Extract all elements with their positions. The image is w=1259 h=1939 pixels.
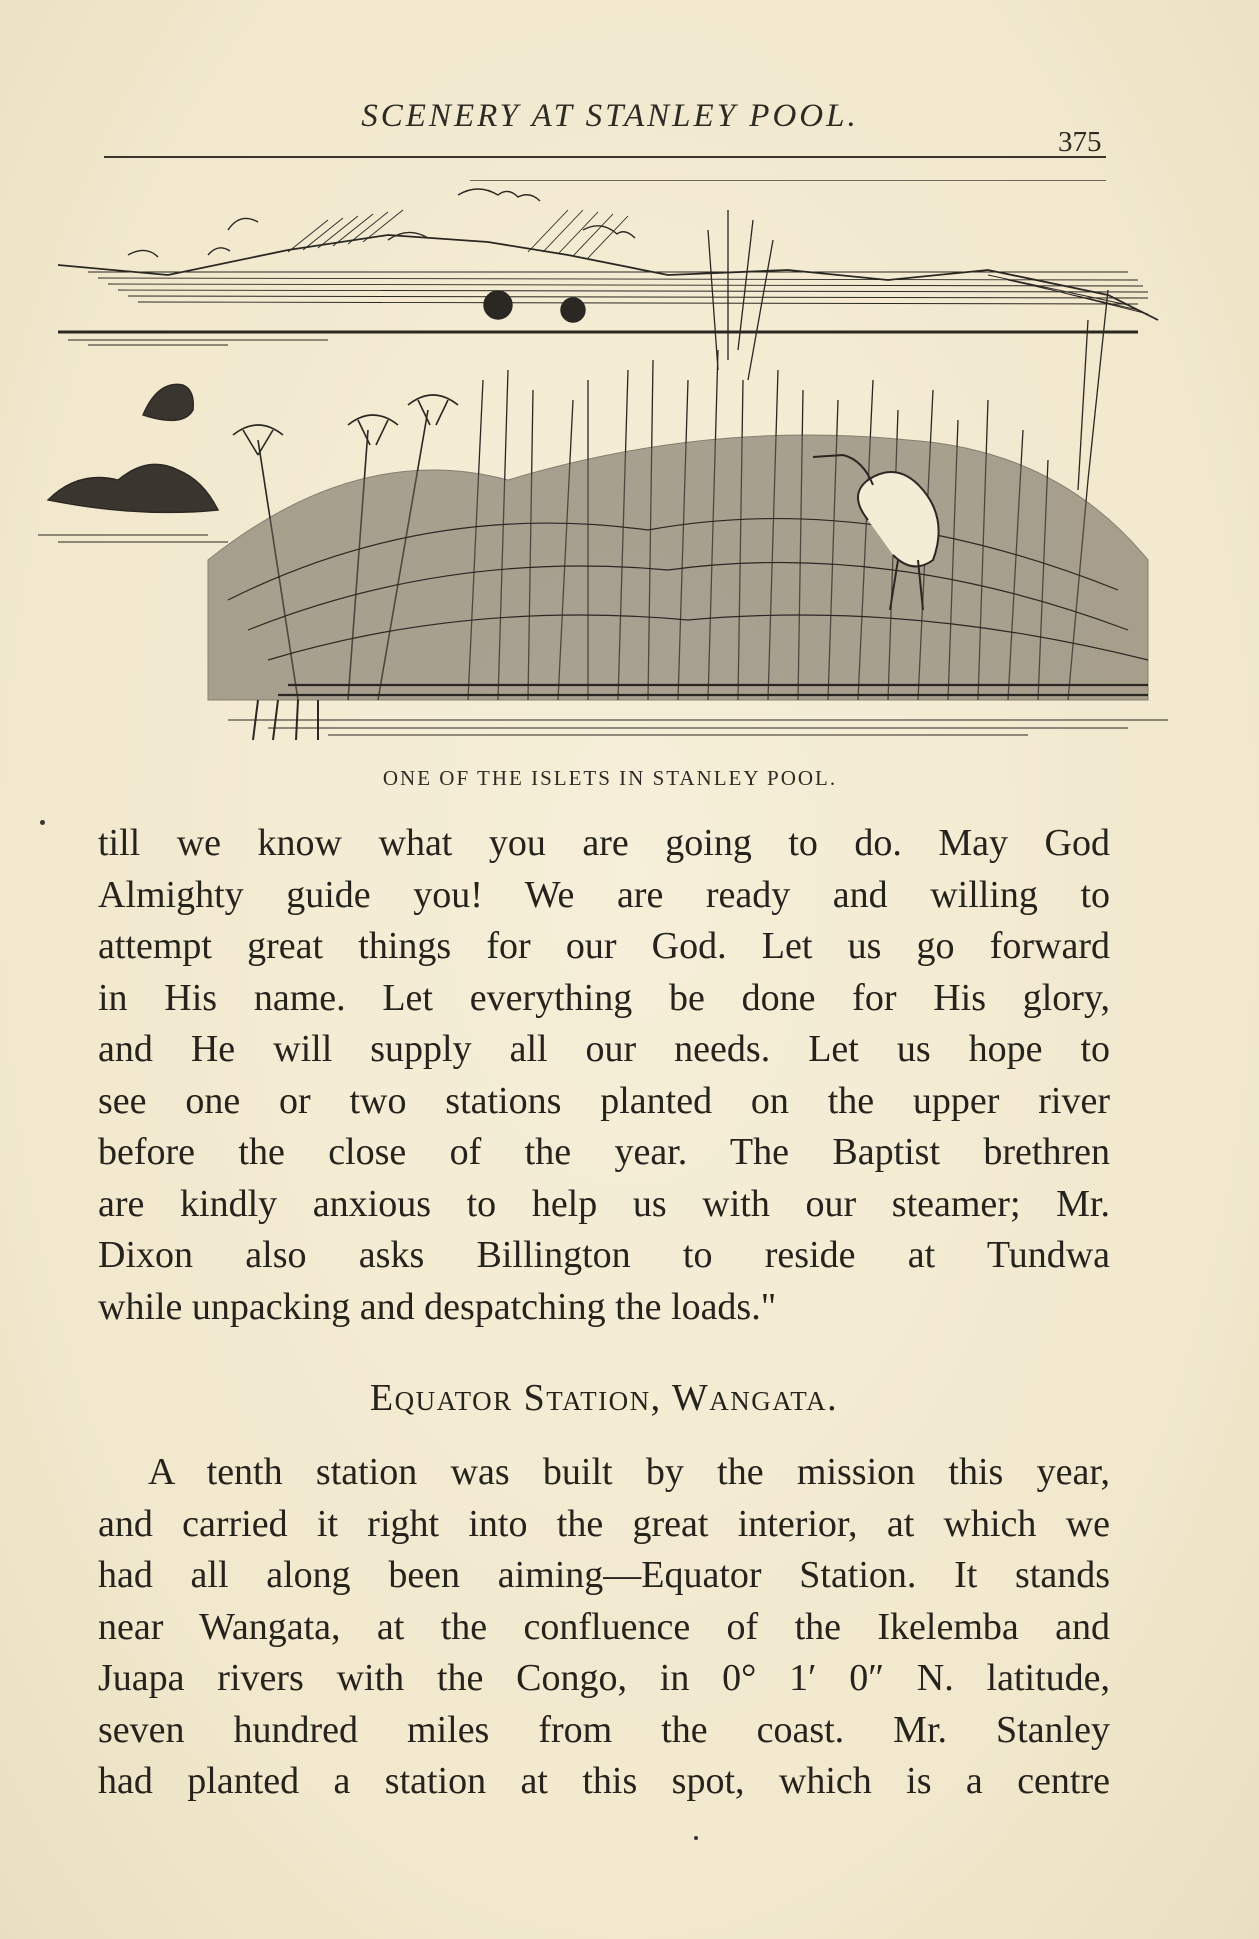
- running-head: SCENERY AT STANLEY POOL.: [361, 98, 859, 134]
- text-line: attempt great things for our God. Let us go forward: [98, 925, 1110, 967]
- text-line: and He will supply all our needs. Let us hope to: [98, 1028, 1110, 1070]
- paragraph-continued: [98, 818, 1110, 1333]
- text-line: A tenth station was built by the mission this year,: [148, 1451, 1110, 1493]
- islet-engraving: [28, 180, 1178, 750]
- hill-hatching: [88, 210, 1148, 314]
- text-line: seven hundred miles from the coast. Mr. Stanley: [98, 1708, 1110, 1751]
- figure-caption: ONE OF THE ISLETS IN STANLEY POOL.: [382, 766, 838, 790]
- stray-ink-mark: [694, 1836, 698, 1840]
- text-line: are kindly anxious to help us with our steamer; Mr.: [98, 1182, 1110, 1225]
- paragraph: [98, 1447, 1110, 1808]
- left-rocks: [48, 464, 218, 512]
- section-heading: Equator Station, Wangata.: [369, 1377, 839, 1419]
- page-number: 375: [1058, 126, 1102, 158]
- text-line: Juapa rivers with the Congo, in 0° 1′ 0″ N. latitude,: [98, 1657, 1110, 1699]
- text-line: Dixon also asks Billington to reside at Tundwa: [98, 1234, 1110, 1276]
- text-line: in His name. Let everything be done for His glory,: [98, 976, 1110, 1019]
- far-tree: [561, 298, 585, 322]
- cloud-sketch: [208, 218, 428, 255]
- text-line: see one or two stations planted on the upper river: [98, 1079, 1110, 1122]
- text-line: near Wangata, at the confluence of the Ikelemba and: [98, 1605, 1110, 1648]
- header-rule: [104, 156, 1106, 158]
- grass-mass: [208, 435, 1148, 700]
- text-line: while unpacking and despatching the loads.": [98, 1285, 777, 1328]
- text-line: had all along been aiming—Equator Station. It stands: [98, 1554, 1110, 1596]
- text-line: Almighty guide you! We are ready and willing to: [98, 873, 1110, 916]
- cloud-sketch: [458, 189, 540, 201]
- water-reflection: [228, 720, 1168, 735]
- cloud-sketch: [128, 226, 635, 257]
- stray-ink-mark: [40, 820, 45, 825]
- far-tree: [484, 291, 512, 319]
- text-line: before the close of the year. The Baptist brethren: [98, 1131, 1110, 1173]
- text-line: had planted a station at this spot, which is a centre: [98, 1760, 1110, 1802]
- text-line: till we know what you are going to do. May God: [98, 822, 1110, 864]
- small-rock: [143, 384, 193, 420]
- text-line: and carried it right into the great interior, at which we: [98, 1502, 1110, 1545]
